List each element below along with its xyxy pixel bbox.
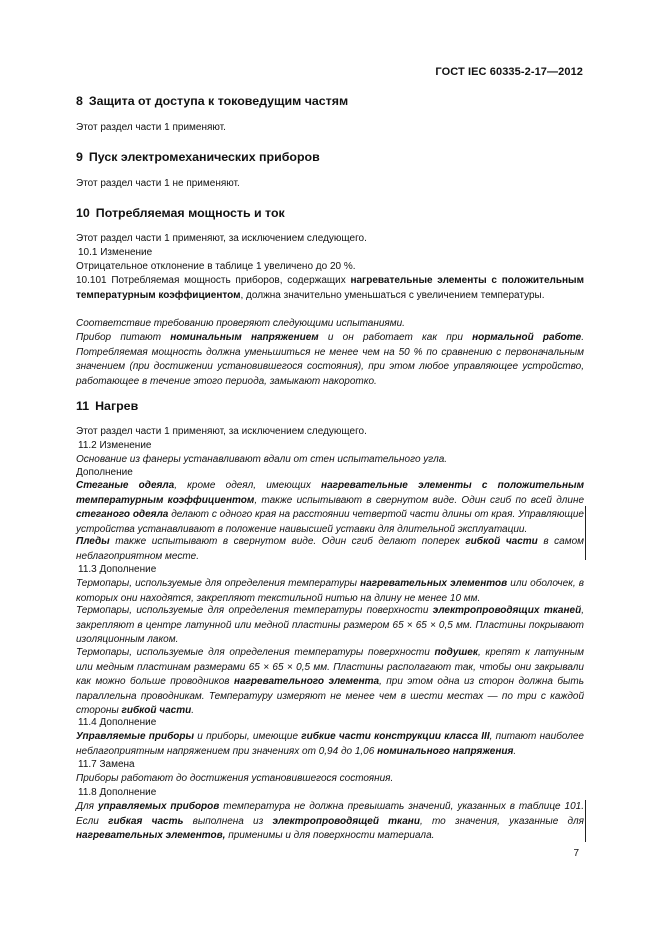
text-run: Для (76, 801, 98, 812)
text-run: , кроме одеял, имеющих (174, 480, 322, 491)
section-number: 9 (76, 150, 83, 164)
clause-heading: Дополнение (76, 467, 133, 478)
paragraph (76, 800, 584, 844)
term: Стеганые одеяла (76, 480, 175, 491)
term: нагревательных элементов (360, 578, 508, 589)
text-run: делают с одного края на расстоянии четвертой части длины от края. Управляющие устройства устанавливают в положение наивысшей уставки для длительной эксплуатации. (76, 509, 584, 535)
clause-heading (76, 439, 584, 454)
section-number: 11 (76, 399, 90, 413)
section-8-heading (76, 94, 348, 108)
clause-label: 11.8 Дополнение (78, 787, 157, 798)
section-number: 8 (76, 94, 83, 108)
term: управляемых приборов (97, 801, 220, 812)
section-title: Защита от доступа к токоведущим частям (88, 94, 349, 108)
text-run: температура не должна превышать значений, указанных в таблице 101. Если (76, 801, 584, 827)
text-run: или оболочек, в которых они находятся, закрепляют текстильной нитью на длину не менее 10 мм. (76, 578, 584, 604)
clause-label: 11.7 Замена (78, 759, 135, 770)
text-run: и приборы, имеющие (194, 731, 302, 742)
term: Управляемые приборы (76, 731, 195, 742)
paragraph (76, 479, 584, 537)
term: стеганого одеяла (76, 509, 169, 520)
clause-heading (76, 758, 584, 773)
text-run: в самом неблагоприятном месте. (76, 536, 584, 562)
section-10-heading (76, 206, 285, 220)
section-title: Нагрев (95, 399, 139, 413)
term: нормальной работе (472, 332, 582, 343)
text-run: , при этом одна из сторон должна быть параллельна проводникам. Температуру измеряют не менее чем в шести местах — по три с каждой стороны (76, 676, 584, 716)
term: гибкой части (465, 536, 538, 547)
text-run: , питают наиболее неблагоприятным напряжением при значениях от 0,94 до 1,06 (76, 731, 584, 757)
term: подушек (434, 647, 478, 658)
section-title: Пуск электромеханических приборов (88, 150, 320, 164)
paragraph (76, 535, 584, 564)
text-run: Термопары, используемые для определения температуры поверхности (76, 647, 435, 658)
clause-label: 11.4 Дополнение (78, 717, 157, 728)
paragraph-text: Отрицательное отклонение в таблице 1 увеличено до 20 %. (76, 261, 356, 272)
text-run: . (513, 745, 517, 757)
clause-label: 11.2 Изменение (78, 440, 152, 451)
term: нагревательные элементы с положительным температурным коэффициентом (76, 275, 584, 301)
text-run: , также испытывают в свернутом виде. Один сгиб по всей длине (254, 494, 585, 506)
document-header: ГОСТ IEC 60335-2-17—2012 (435, 66, 583, 78)
text-run: и он работает как при (318, 332, 473, 343)
section-9-heading (76, 150, 320, 164)
text-run: . Потребляемая мощность должна уменьшиться не менее чем на 50 % по сравнению с первоначальным значением (при достижении установившегося состояния), при этом любое управляющее устройство, работающее в течение этого периода, замыкают накоротко. (76, 332, 584, 387)
clause-label: 11.3 Дополнение (78, 564, 157, 575)
section-11-heading (76, 399, 138, 413)
term: электропроводящей ткани (272, 815, 420, 827)
text-run: Прибор питают (76, 332, 171, 343)
term: нагревательного элемента (233, 676, 380, 687)
term: гибкие части конструкции класса III (301, 731, 490, 742)
term: номинального напряжения (377, 745, 514, 757)
paragraph: Этот раздел части 1 не применяют. (76, 178, 240, 189)
clause-heading (76, 563, 584, 578)
section-number: 10 (76, 206, 90, 220)
text-run: выполнена из (183, 815, 273, 827)
change-bar (585, 800, 586, 842)
paragraph (76, 260, 584, 275)
term: нагревательные элементы с положительным температурным коэффициентом (76, 480, 584, 506)
clause-heading (76, 786, 584, 801)
paragraph (76, 274, 584, 303)
text-run: , закрепляют в центре латунной или медной пластины размером 65 × 65 × 0,5 мм. Пластины покрывают изоляционным лаком. (76, 605, 584, 645)
text-run: , то значения, указанные для (419, 815, 584, 827)
text-run: , должна значительно уменьшаться с увеличением температуры. (240, 289, 545, 301)
paragraph (76, 577, 584, 606)
paragraph: Соответствие требованию проверяют следующими испытаниями. (76, 318, 405, 329)
paragraph (76, 646, 584, 719)
paragraph (76, 604, 584, 648)
term: электропроводящих тканей (432, 605, 582, 616)
paragraph: Этот раздел части 1 применяют, за исключением следующего. (76, 233, 367, 244)
paragraph: Основание из фанеры устанавливают вдали от стен испытательного угла. (76, 454, 448, 465)
text-run: Термопары, используемые для определения температуры (76, 578, 361, 589)
clause-heading (76, 246, 584, 261)
text-run: применимы и для поверхности материала. (225, 830, 435, 841)
paragraph: Этот раздел части 1 применяют, за исключением следующего. (76, 426, 367, 437)
text-run: . (191, 705, 194, 716)
term: Пледы (76, 536, 110, 547)
page-number: 7 (573, 848, 579, 859)
clause-label: 10.1 Изменение (78, 247, 153, 258)
text-run: также испытывают в свернутом виде. Один сгиб делают поперек (109, 536, 466, 547)
change-bar (585, 506, 586, 536)
text-run: 10.101 Потребляемая мощность приборов, содержащих (76, 275, 351, 286)
paragraph: Приборы работают до достижения установившегося состояния. (76, 773, 394, 784)
term: номинальным напряжением (170, 332, 319, 343)
paragraph (76, 331, 584, 389)
paragraph (76, 730, 584, 759)
section-title: Потребляемая мощность и ток (95, 206, 285, 220)
text-run: Термопары, используемые для определения температуры поверхности (76, 605, 433, 616)
text-run: , крепят к латунным или медным пластинам размерами 65 × 65 × 0,5 мм. Пластины располагают так, чтобы они закрывали как можно больше проводников (76, 647, 584, 687)
term: нагревательных элементов, (76, 830, 226, 841)
change-bar (585, 534, 586, 560)
term: гибкой части (121, 705, 192, 716)
paragraph: Этот раздел части 1 применяют. (76, 122, 226, 133)
clause-heading (76, 716, 584, 731)
term: гибкая часть (108, 815, 184, 827)
